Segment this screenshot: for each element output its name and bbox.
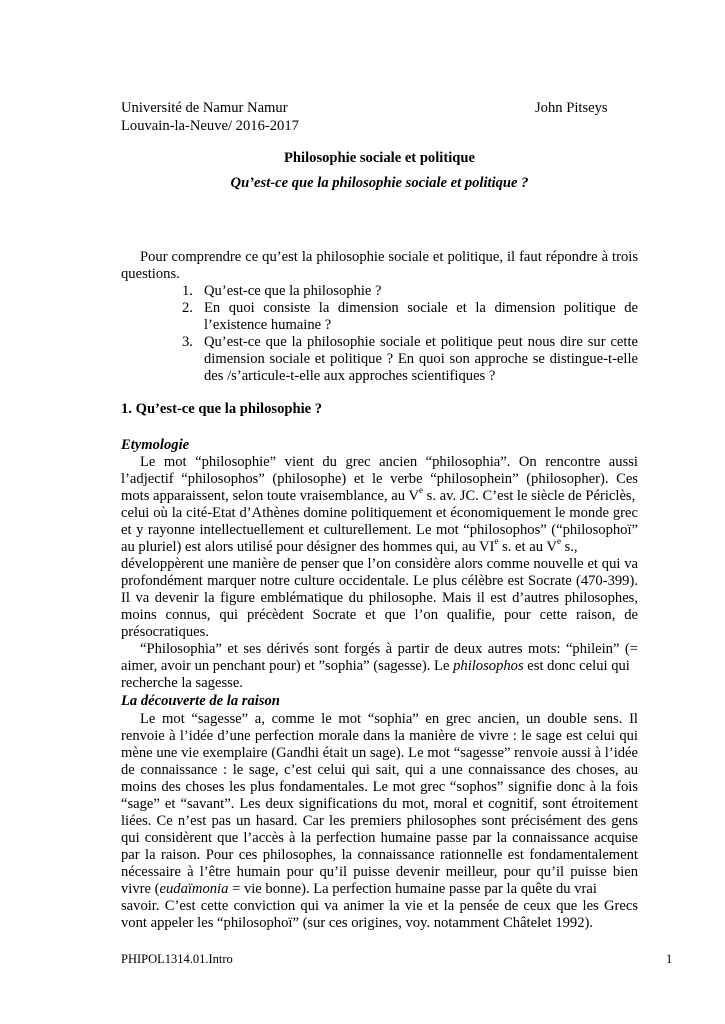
paragraph-line: présocratiques. (121, 624, 209, 640)
paragraph-line: vivre (eudaïmonia = vie bonne). La perfection humaine passe par la quête du vrai (121, 881, 597, 897)
paragraph-line: nécessaire à l’être humain pour qu’il puisse devenir meilleur, pour qu’il puisse bien (121, 864, 638, 880)
paragraph-line: qui considèrent que l’accès à la perfection humaine passe par la connaissance acquise (121, 830, 638, 846)
intro-line: questions. (121, 266, 180, 282)
list-item-text: des /s’articule-t-elle aux approches scientifiques ? (204, 368, 496, 384)
paragraph-line: “sage” et “savant”. Les deux significations du mot, moral et cognitif, sont étroitement (121, 796, 638, 812)
list-item-text: dimension sociale et politique ? En quoi son approche se distingue-t-elle (204, 351, 638, 367)
section-heading: 1. Qu’est-ce que la philosophie ? (121, 401, 323, 417)
list-number: 1. (182, 283, 193, 299)
paragraph-line: celui où la cité-Etat d’Athènes domine politiquement et économiquement le monde grec (121, 505, 638, 521)
paragraph-line: développèrent une manière de penser que l’on considère alors comme nouvelle et qui va (121, 556, 638, 572)
paragraph-line: l’adjectif “philosophos” (philosophe) et le verbe “philosophein” (philosopher). Ces (121, 471, 638, 487)
document-subtitle: Qu’est-ce que la philosophie sociale et politique ? (230, 175, 529, 191)
paragraph-line: par la raison. Pour ces philosophes, la connaissance rationnelle est fondamentalement (121, 847, 638, 863)
paragraph-line: aimer, avoir un penchant pour) et ”sophia” (sagesse). Le philosophos est donc celui qui (121, 658, 630, 674)
list-item-text: Qu’est-ce que la philosophie ? (204, 283, 382, 299)
paragraph-line: Il va devenir la figure emblématique du philosophe. Mais il est d’autres philosophes, (121, 590, 638, 606)
page-number: 1 (666, 952, 673, 966)
paragraph-line: au pluriel) est alors utilisé pour désigner des hommes qui, au VIe s. et au Ve s., (121, 536, 578, 555)
paragraph-line: renvoie à l’idée d’une perfection morale dans la manière de vivre : le sage est celui qui (121, 728, 638, 744)
list-item-text: En quoi consiste la dimension sociale et la dimension politique de (204, 300, 638, 316)
header-institution: Université de Namur Namur (121, 100, 288, 116)
list-item-text: Qu’est-ce que la philosophie sociale et politique peut nous dire sur cette (204, 334, 638, 350)
header-place-year: Louvain-la-Neuve/ 2016-2017 (121, 118, 299, 134)
document-title: Philosophie sociale et politique (284, 150, 475, 166)
paragraph-line: profondément marquer notre culture occidentale. Le plus célèbre est Socrate (470-399). (121, 573, 638, 589)
paragraph-line: savoir. C’est cette conviction qui va animer la vie et la pensée de ceux que les Grecs (121, 898, 638, 914)
header-author: John Pitseys (535, 100, 608, 116)
paragraph-line: Le mot “sagesse” a, comme le mot “sophia” en grec ancien, un double sens. Il (140, 711, 638, 727)
intro-line: Pour comprendre ce qu’est la philosophie sociale et politique, il faut répondre à trois (140, 249, 638, 265)
subsection-heading: La découverte de la raison (121, 693, 280, 709)
subsection-heading: Etymologie (121, 437, 190, 453)
paragraph-line: moins des choses les plus fondamentales. Le mot grec “sophos” signifie donc à la fois (121, 779, 638, 795)
paragraph-line: mène une vie exemplaire (Gandhi était un sage). Le mot “sagesse” renvoie aussi à l’idée (121, 745, 638, 761)
paragraph-line: liées. Ce n’est pas un hasard. Car les premiers philosophes sont précisément des gens (121, 813, 638, 829)
list-item-text: l’existence humaine ? (204, 317, 332, 333)
paragraph-line: de connaissance : le sage, c’est celui qui sait, qui a une connaissance des choses, au (121, 762, 638, 778)
list-number: 2. (182, 300, 193, 316)
paragraph-line: “Philosophia” et ses dérivés sont forgés à partir de deux autres mots: “philein” (= (140, 641, 638, 657)
paragraph-line: moins connus, qui précèdent Socrate et que l’on qualifie, pour cette raison, de (121, 607, 638, 623)
paragraph-line: Le mot “philosophie” vient du grec ancien “philosophia”. On rencontre aussi (140, 454, 638, 470)
list-number: 3. (182, 334, 193, 350)
paragraph-line: mots apparaissent, selon toute vraisemblance, au Ve s. av. JC. C’est le siècle de Périclès, (121, 485, 636, 504)
paragraph-line: recherche la sagesse. (121, 675, 243, 691)
paragraph-line: vont appeler les “philosophoï” (sur ces origines, voy. notamment Châtelet 1992). (121, 915, 594, 931)
footer-code: PHIPOL1314.01.Intro (121, 952, 233, 966)
paragraph-line: et y rayonne intellectuellement et culturellement. Le mot “philosophos” (“philosophoï” (121, 522, 638, 538)
